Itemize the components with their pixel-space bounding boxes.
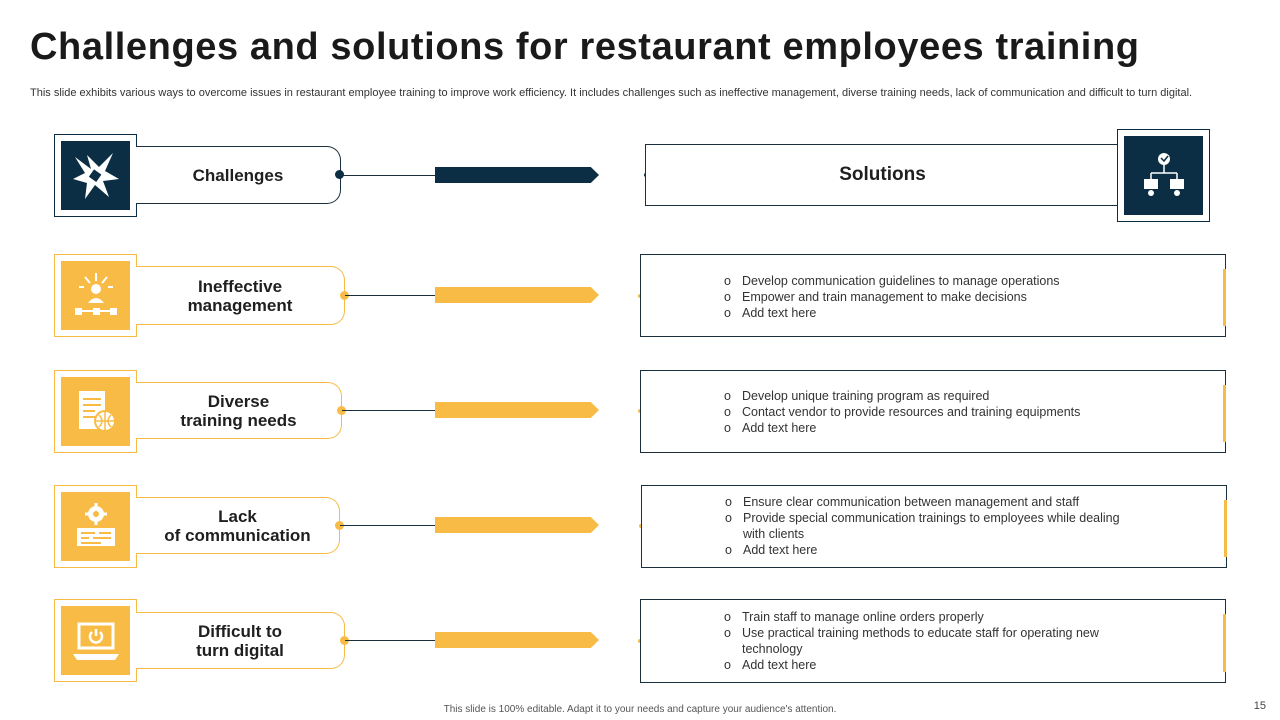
page-number: 15 [1253,700,1266,712]
row3-connector-line [340,525,440,526]
row1-challenge-line2: management [187,295,293,315]
row4-challenge-line2: turn digital [196,640,284,660]
row2-challenge-line2: training needs [180,410,297,430]
list-item: o Provide special communication trainings to employees while dealing with clients [725,511,1120,541]
row3-challenge-line1: Lack [218,506,257,526]
slide-footer: This slide is 100% editable. Adapt it to your needs and capture your audience's attention. [443,704,837,715]
row1-icon-frame [54,254,137,337]
list-item: o Add text here [724,658,817,672]
list-item: o Develop communication guidelines to manage operations [724,274,1060,288]
row4-solution-box [640,599,1226,683]
list-item: o Contact vendor to provide resources and training equipments [724,405,1081,419]
row1-challenge-line1: Ineffective [197,276,283,296]
row3-challenge-line2: of communication [164,525,311,545]
solutions-icon-frame [1117,129,1210,222]
row1-challenge [136,266,345,325]
row4-connector-line [345,640,440,641]
list-item: o Develop unique training program as required [724,389,990,403]
row1-solution-accent [1223,269,1226,326]
row2-icon-frame [54,370,137,453]
row4-challenge-line1: Difficult to [197,621,283,641]
row1-solution-box [640,254,1226,337]
row3-arrow [435,517,599,533]
challenges-header [136,146,341,204]
row2-connector-line [342,410,440,411]
solutions-header [645,144,1120,206]
gear-network-icon [61,492,130,561]
challenges-icon-frame [54,134,137,217]
row3-solution-box [641,485,1227,568]
row2-challenge-line1: Diverse [207,391,270,411]
row3-solution-accent [1224,500,1227,557]
row4-arrow [435,632,599,648]
row2-solution-accent [1223,385,1226,442]
laptop-power-icon [61,606,130,675]
slide-subtitle: This slide exhibits various ways to overcome issues in restaurant employee training to improve work efficiency. It includes challenges such as ineffective management, diverse training needs, lack of communication and difficult to turn digital. [30,87,1193,99]
row4-solution-accent [1223,614,1226,672]
list-item: o Ensure clear communication between management and staff [725,495,1080,509]
row2-challenge [136,382,342,439]
document-globe-icon [61,377,130,446]
row1-arrow [435,287,599,303]
list-item: o Train staff to manage online orders properly [724,610,984,624]
row4-solution-list [724,609,1125,673]
list-item: o Use practical training methods to educate staff for operating new technology [724,626,1099,656]
list-item: o Add text here [724,421,817,435]
list-item: o Add text here [725,543,818,557]
management-flow-icon [61,261,130,330]
row2-solution-box [640,370,1226,453]
list-item: o Add text here [724,306,817,320]
row3-solution-list [725,494,1126,558]
row3-challenge [136,497,340,554]
slide-title: Challenges and solutions for restaurant employees training [30,26,1140,68]
org-hierarchy-icon [1124,136,1203,215]
row4-icon-frame [54,599,137,682]
row1-connector-line [345,295,440,296]
broken-puzzle-icon [61,141,130,210]
row4-challenge [136,612,345,669]
challenges-arrow [435,167,599,183]
challenges-connector-line [340,175,440,176]
row2-solution-list [724,388,1125,436]
row3-icon-frame [54,485,137,568]
row2-arrow [435,402,599,418]
row1-solution-list [724,273,1125,321]
challenges-header-label: Challenges [192,165,284,185]
list-item: o Empower and train management to make decisions [724,290,1027,304]
solutions-header-label: Solutions [839,164,926,185]
